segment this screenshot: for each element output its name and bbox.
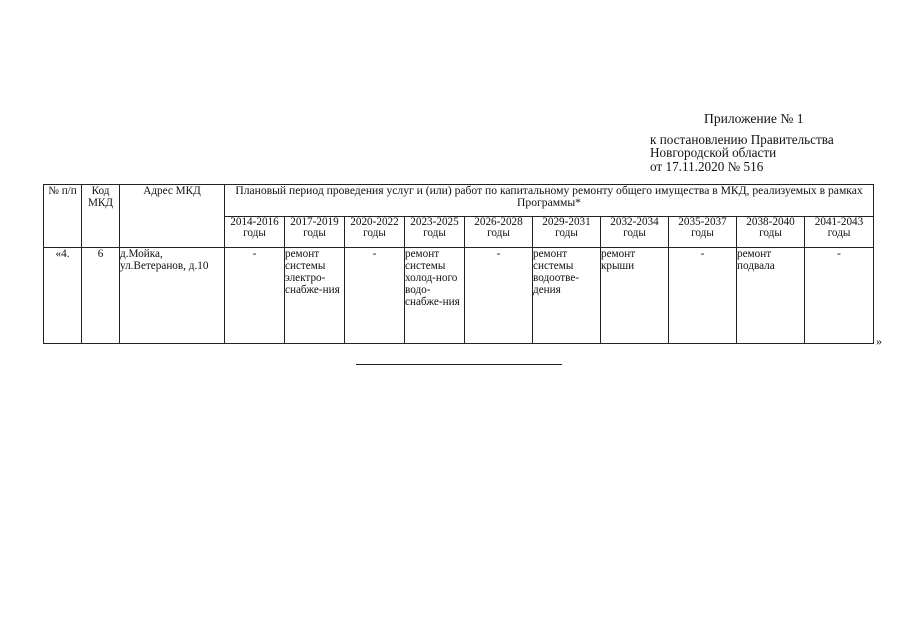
cell-period-work: -	[225, 248, 285, 344]
col-header-period: 2041-2043 годы	[805, 217, 874, 248]
appendix-title: Приложение № 1	[704, 111, 804, 126]
table-row	[44, 248, 874, 344]
cell-period-work: ремонт системы водоотве-дения	[533, 248, 601, 344]
col-header-period-group: Плановый период проведения услуг и (или) работ по капитальному ремонту общего имущества в МКД, реализуемых в рамках Программы*	[225, 185, 874, 217]
col-header-period: 2029-2031 годы	[533, 217, 601, 248]
table-header-row	[44, 185, 874, 217]
col-header-period: 2032-2034 годы	[601, 217, 669, 248]
cell-period-work: ремонт крыши	[601, 248, 669, 344]
repair-schedule-table	[43, 184, 874, 344]
cell-number: «4.	[44, 248, 82, 344]
header-line-1: к постановлению Правительства	[650, 131, 834, 147]
col-header-period: 2026-2028 годы	[465, 217, 533, 248]
col-header-period: 2020-2022 годы	[345, 217, 405, 248]
cell-period-work: ремонт системы электро-снабже-ния	[285, 248, 345, 344]
cell-period-work: -	[465, 248, 533, 344]
header-line-3: от 17.11.2020 № 516	[650, 158, 764, 174]
document-header	[650, 112, 890, 173]
col-header-period: 2017-2019 годы	[285, 217, 345, 248]
cell-period-work: -	[669, 248, 737, 344]
col-header-code: Код МКД	[82, 185, 120, 248]
cell-period-work: -	[805, 248, 874, 344]
cell-period-work: ремонт системы холод-ного водо-снабже-ния	[405, 248, 465, 344]
col-header-address: Адрес МКД	[120, 185, 225, 248]
cell-period-work: ремонт подвала	[737, 248, 805, 344]
col-header-period: 2014-2016 годы	[225, 217, 285, 248]
cell-period-work: -	[345, 248, 405, 344]
col-header-period: 2035-2037 годы	[669, 217, 737, 248]
col-header-number: № п/п	[44, 185, 82, 248]
cell-code: 6	[82, 248, 120, 344]
cell-address: д.Мойка, ул.Ветеранов, д.10	[120, 248, 225, 344]
col-header-period: 2023-2025 годы	[405, 217, 465, 248]
header-line-2: Новгородской области	[650, 145, 777, 160]
closing-quote: »	[876, 334, 882, 348]
col-header-period: 2038-2040 годы	[737, 217, 805, 248]
separator-line	[356, 364, 562, 365]
